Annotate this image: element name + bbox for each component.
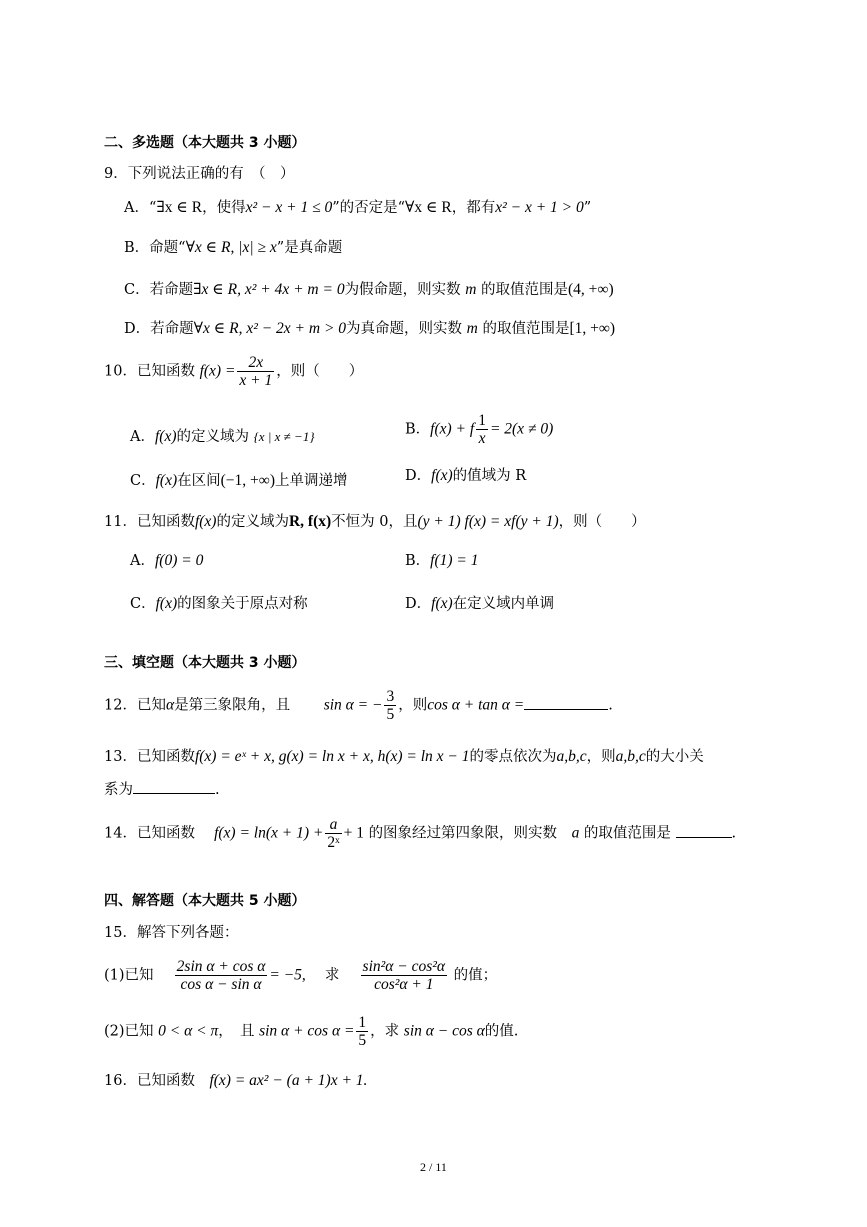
section-heading-fill-in: 三、填空题（本大题共 3 小题） xyxy=(104,655,306,671)
fraction: $\frac{1}{5}$ xyxy=(358,1014,367,1049)
question-13: 13．已知函数f(x) = eˣ + x, g(x) = ln x + x, h(x) = ln x − 1的零点依次为a,b,c，则a,b,c的大小关 xyxy=(104,748,704,765)
section-heading-multiple-choice: 二、多选题（本大题共 3 小题） xyxy=(104,135,306,151)
page-number: 2 / 11 xyxy=(420,1160,447,1174)
question-15-part-2: (2)已知 0 < α < π， 且 sin α + cos α = $\frac{1}{5}$ ，求 sin α − cos α的值. xyxy=(104,1014,519,1049)
question-9-option-c: C．若命题∃x ∈ R, x² + 4x + m = 0为假命题，则实数 m 的取值范围是(4, +∞) xyxy=(124,281,614,298)
question-10-option-b: B．f(x) + f $\frac{1}{x}$ = 2(x ≠ 0) xyxy=(405,412,554,447)
question-13-line2: 系为 . xyxy=(104,779,220,799)
fraction: $\frac{\text{sin²α − cos²α}}{\text{cos²α + 1}}$ xyxy=(362,958,446,993)
fraction: $\frac{a}{\text{2ˣ}}$ xyxy=(327,816,340,851)
question-12: 12．已知α是第三象限角，且 sin α = − $\frac{3}{5}$ ，则cos α + tan α = . xyxy=(104,688,613,723)
fraction: $\frac{2x}{x + 1}$ xyxy=(239,354,273,389)
answer-blank[interactable] xyxy=(133,779,215,794)
answer-blank[interactable] xyxy=(676,823,732,838)
question-15-part-1: (1)已知 $\frac{\text{2sin α + cos α}}{\text{cos α − sin α}}$ = −5, 求 $\frac{\text{sin²α − cos²α}}{\text{cos²α + 1}}$ 的值； xyxy=(104,958,498,993)
fraction: $\frac{1}{x}$ xyxy=(478,412,486,447)
question-9-option-b: B．命题“∀x ∈ R, |x| ≥ x”是真命题 xyxy=(124,239,343,256)
question-11-stem: 11．已知函数f(x)的定义域为R, f(x)不恒为 0，且(y + 1) f(x) = xf(y + 1)，则（ ） xyxy=(104,513,646,530)
answer-blank[interactable] xyxy=(524,695,608,710)
question-16: 16．已知函数 f(x) = ax² − (a + 1)x + 1. xyxy=(104,1072,368,1089)
section-heading-solutions: 四、解答题（本大题共 5 小题） xyxy=(104,893,306,909)
fraction: $\frac{3}{5}$ xyxy=(386,688,395,723)
fraction: $\frac{\text{2sin α + cos α}}{\text{cos α − sin α}}$ xyxy=(176,958,266,993)
question-11-option-b: B．f(1) = 1 xyxy=(405,552,479,569)
question-10-stem: 10．已知函数 f(x) = $\frac{2x}{x + 1}$ ，则（ ） xyxy=(104,354,364,389)
question-9-option-a: A．“∃x ∈ R，使得x² − x + 1 ≤ 0”的否定是“∀x ∈ R，都有x² − x + 1 > 0” xyxy=(124,199,592,216)
question-15-stem: 15．解答下列各题： xyxy=(104,925,239,941)
question-10-option-a: A．f(x)的定义域为 {x | x ≠ −1} xyxy=(130,428,315,445)
question-10-option-c: C．f(x)在区间(−1, +∞)上单调递增 xyxy=(130,472,348,489)
question-11-option-a: A．f(0) = 0 xyxy=(130,552,204,569)
question-14: 14．已知函数 f(x) = ln(x + 1) + $\frac{a}{\text{2ˣ}}$ + 1 的图象经过第四象限，则实数 a 的取值范围是 . xyxy=(104,816,737,851)
question-9-option-d: D．若命题∀x ∈ R, x² − 2x + m > 0为真命题，则实数 m 的取值范围是[1, +∞) xyxy=(124,320,616,337)
question-9-stem: 9．下列说法正确的有 （ ） xyxy=(104,166,295,182)
question-11-option-d: D．f(x)在定义域内单调 xyxy=(405,595,555,612)
question-11-option-c: C．f(x)的图象关于原点对称 xyxy=(130,595,308,612)
question-10-option-d: D．f(x)的值域为 R xyxy=(405,467,527,484)
